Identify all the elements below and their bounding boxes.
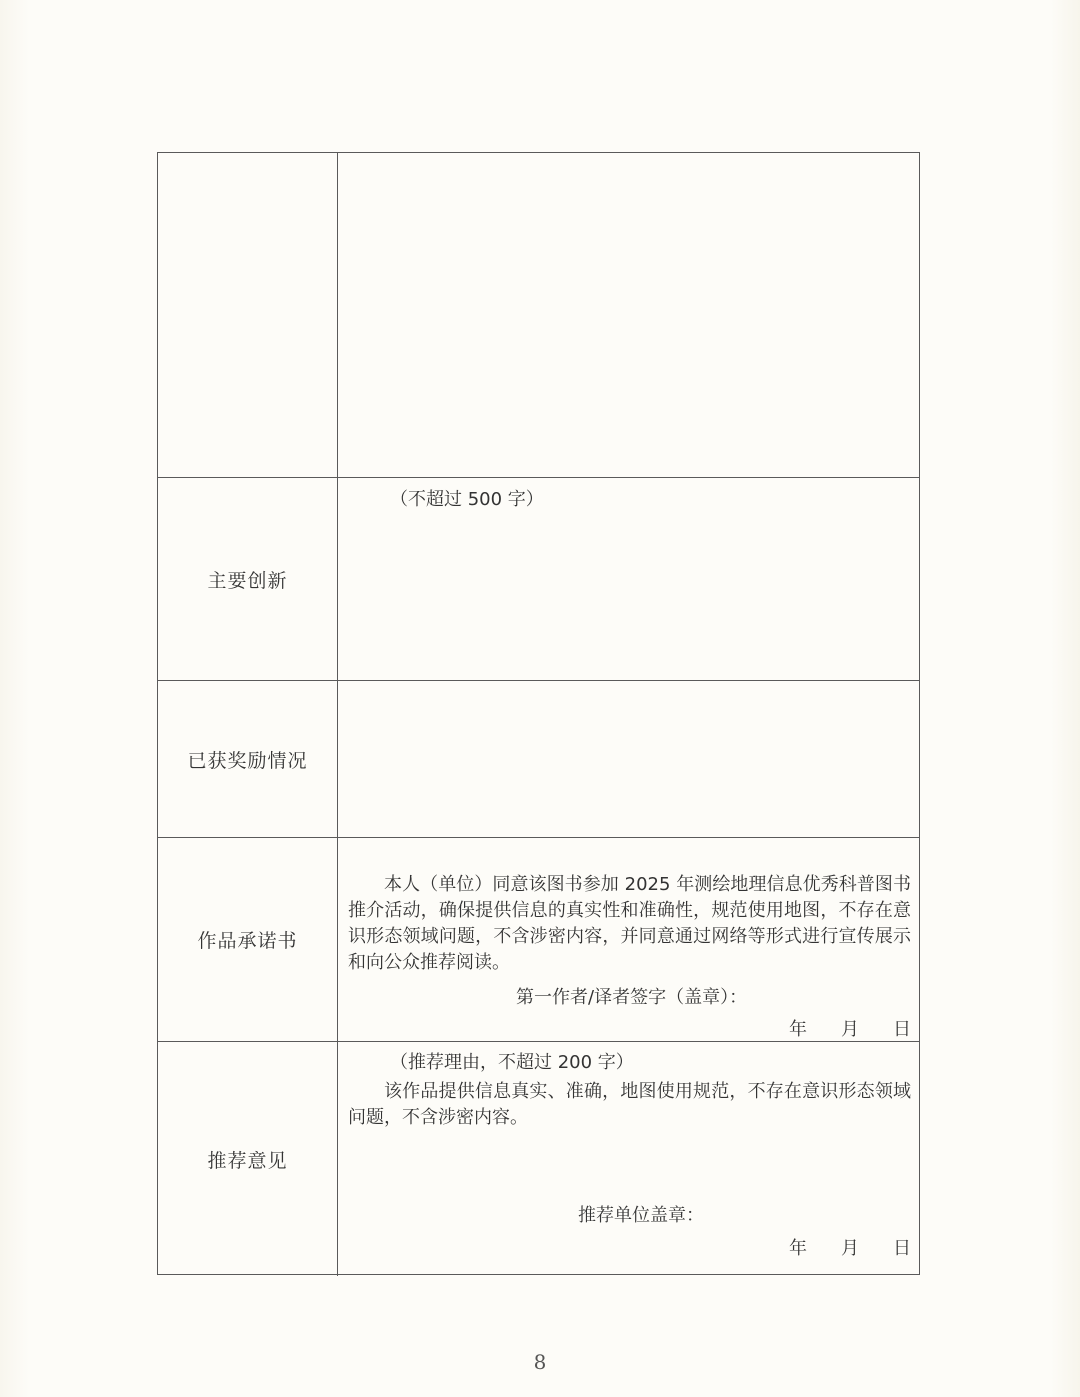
row-content-awards[interactable] — [338, 681, 919, 837]
row-label-top — [158, 153, 338, 477]
recommendation-date — [789, 1234, 911, 1260]
date-month-label: 月 — [841, 1238, 859, 1259]
row-content-commitment — [338, 838, 919, 1041]
row-label-commitment: 作品承诺书 — [158, 838, 338, 1041]
commitment-paragraph: 本人（单位）同意该图书参加 2025 年测绘地理信息优秀科普图书推介活动，确保提供信息的真实性和准确性，规范使用地图，不存在意识形态领域问题，不含涉密内容，并同意通过网络等形式进行宣传展示和向公众推荐阅读。 — [348, 874, 911, 973]
row-content-main-innovation[interactable] — [338, 478, 919, 680]
word-limit-hint: （不超过 500 字） — [390, 489, 544, 510]
row-label-recommendation: 推荐意见 — [158, 1042, 338, 1276]
form-row-commitment — [158, 838, 919, 1042]
form-row-awards — [158, 681, 919, 838]
form-row-recommendation — [158, 1042, 919, 1276]
date-year-label: 年 — [789, 1019, 807, 1040]
recommender-seal-label: 推荐单位盖章： — [578, 1205, 704, 1226]
recommendation-hint: （推荐理由，不超过 200 字） — [390, 1052, 634, 1073]
nomination-form-table — [157, 152, 920, 1275]
row-content-top — [338, 153, 919, 477]
page-number: 8 — [533, 1350, 547, 1374]
date-day-label: 日 — [893, 1019, 911, 1040]
date-day-label: 日 — [893, 1238, 911, 1259]
row-label-awards: 已获奖励情况 — [158, 681, 338, 837]
row-content-recommendation — [338, 1042, 919, 1276]
date-year-label: 年 — [789, 1238, 807, 1259]
author-signature-label: 第一作者/译者签字（盖章）： — [516, 987, 748, 1008]
form-row-main-innovation — [158, 478, 919, 681]
commitment-date — [789, 1015, 911, 1041]
recommendation-paragraph: 该作品提供信息真实、准确，地图使用规范，不存在意识形态领域问题，不含涉密内容。 — [348, 1081, 911, 1128]
row-label-main-innovation: 主要创新 — [158, 478, 338, 680]
date-month-label: 月 — [841, 1019, 859, 1040]
form-row-top — [158, 153, 919, 478]
